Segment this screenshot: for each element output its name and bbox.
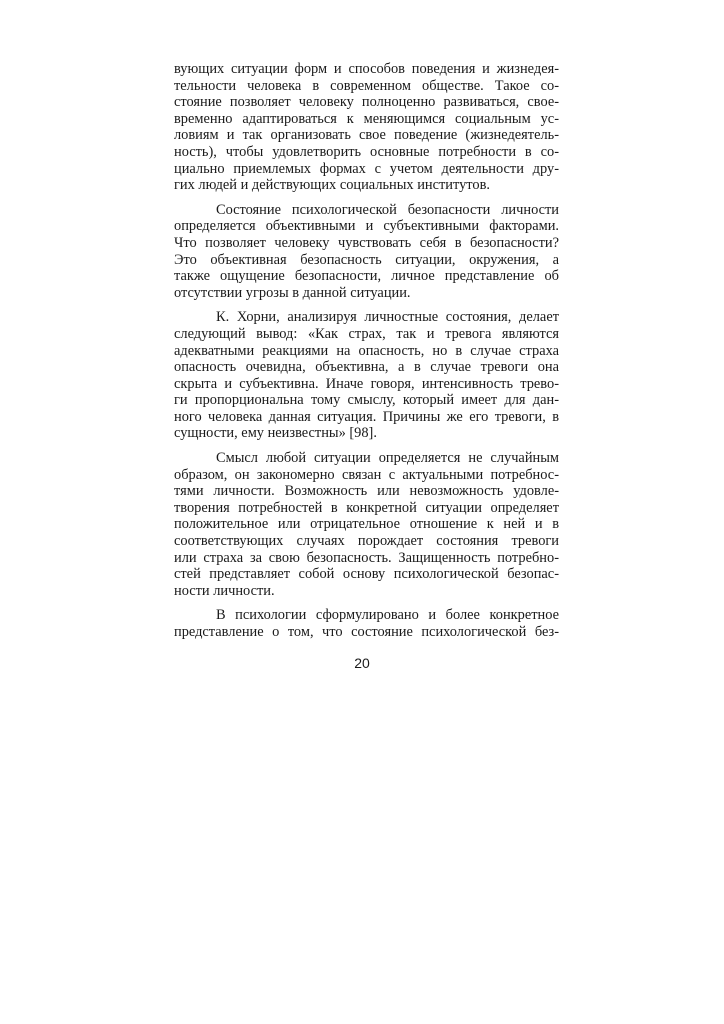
text-line: вующих ситуации форм и способов поведения и жизнедея-	[174, 61, 559, 77]
text-line: временно адаптироваться к меняющимся социальным ус-	[174, 110, 559, 127]
paragraph-4	[174, 450, 559, 599]
text-line: Это объективная безопасность ситуации, окружения, а	[174, 251, 559, 268]
text-line: стей представляет собой основу психологической безопас-	[174, 566, 559, 583]
text-line: скрыта и субъективна. Иначе говоря, интенсивность трево-	[174, 375, 559, 392]
text-line: ги пропорциональна тому смыслу, который имеет для дан-	[174, 392, 559, 409]
page-body	[174, 61, 559, 641]
text-line: ность), чтобы удовлетворить основные потребности в со-	[174, 143, 559, 160]
text-line: К. Хорни, анализируя личностные состояния, делает	[216, 309, 559, 326]
text-line: творения потребностей в конкретной ситуации определяет	[174, 499, 559, 516]
text-line: Состояние психологической безопасности личности	[216, 201, 559, 218]
paragraph-2	[174, 202, 559, 302]
text-line: гих людей и действующих социальных институтов.	[174, 177, 490, 194]
text-line: образом, он закономерно связан с актуальными потребнос-	[174, 466, 559, 483]
paragraph-5	[174, 607, 559, 640]
text-line: ности личности.	[174, 582, 275, 599]
text-line: тельности человека в современном обществе. Такое со-	[174, 77, 559, 94]
text-line: циально приемлемых формах с учетом деятельности дру-	[174, 160, 559, 177]
text-line: адекватными реакциями на опасность, но в случае страха	[174, 342, 559, 359]
paragraph-1	[174, 61, 559, 194]
text-line: или страха за свою безопасность. Защищенность потребно-	[174, 549, 559, 566]
text-line: соответствующих случаях порождает состояния тревоги	[174, 533, 559, 550]
text-line: следующий вывод: «Как страх, так и тревога являются	[174, 325, 559, 342]
text-line: сущности, ему неизвестны» [98].	[174, 425, 377, 442]
text-line: представление о том, что состояние психологической без-	[174, 624, 559, 640]
text-line: ловиям и так организовать свое поведение (жизнедеятель-	[174, 127, 559, 144]
paragraph-3	[174, 309, 559, 442]
text-line: стояние позволяет человеку полноценно развиваться, свое-	[174, 94, 559, 111]
text-line: также ощущение безопасности, личное представление об	[174, 268, 559, 285]
text-line: Смысл любой ситуации определяется не случайным	[216, 450, 559, 467]
text-line: тями личности. Возможность или невозможность удовле-	[174, 483, 559, 500]
page-number: 20	[354, 655, 370, 671]
text-line: ного человека данная ситуация. Причины же его тревоги, в	[174, 408, 559, 425]
text-line: Что позволяет человеку чувствовать себя в безопасности?	[174, 234, 559, 251]
text-line: определяется объективными и субъективными факторами.	[174, 218, 559, 235]
text-line: опасность очевидна, объективна, а в случае тревоги она	[174, 359, 559, 376]
text-line: В психологии сформулировано и более конкретное	[216, 607, 559, 624]
text-line: отсутствии угрозы в данной ситуации.	[174, 284, 411, 301]
text-line: положительное или отрицательное отношение к ней и в	[174, 516, 559, 533]
